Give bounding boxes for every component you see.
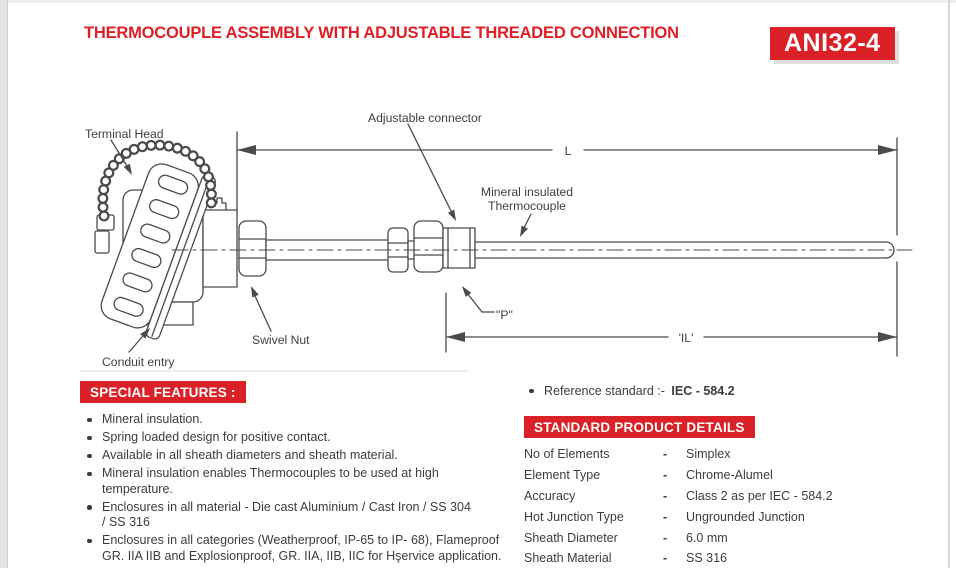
row-label: Accuracy	[524, 488, 576, 503]
reference-standard-label: Reference standard :-	[544, 384, 665, 398]
row-label: Element Type	[524, 468, 601, 483]
row-label: Sheath Material	[524, 551, 612, 566]
special-features-section	[80, 381, 518, 567]
row-value: Ungrounded Junction	[686, 509, 805, 524]
dimension-L-label: L	[564, 144, 572, 158]
table-row	[524, 465, 944, 486]
table-row	[524, 527, 944, 548]
product-details-table	[524, 444, 944, 569]
row-value: Simplex	[686, 447, 731, 462]
feature-item: Mineral insulation.	[80, 412, 518, 428]
mineral-insulated-label-line1: Mineral insulated	[480, 185, 574, 199]
row-label: Sheath Diameter	[524, 530, 618, 545]
row-value: Chrome-Alumel	[686, 468, 773, 483]
reference-standard	[524, 384, 735, 398]
process-thread-label: "P"	[496, 308, 513, 322]
table-row	[524, 548, 944, 569]
table-row	[524, 444, 944, 465]
row-separator: -	[663, 488, 668, 503]
feature-item: Mineral insulation enables Thermocouples to be used at high temperature.	[80, 466, 518, 497]
table-row	[524, 486, 944, 507]
row-label: Hot Junction Type	[524, 509, 624, 524]
feature-item: Spring loaded design for positive contact.	[80, 430, 518, 446]
feature-item: Enclosures in all material - Die cast Aluminium / Cast Iron / SS 304 / SS 316	[80, 500, 518, 531]
conduit-entry-label: Conduit entry	[102, 355, 175, 369]
special-features-heading: SPECIAL FEATURES :	[80, 381, 246, 403]
swivel-nut-drawing	[239, 221, 266, 276]
special-features-list	[80, 412, 518, 564]
row-separator: -	[663, 509, 668, 524]
row-label: No of Elements	[524, 447, 610, 462]
row-value: SS 316	[686, 551, 728, 566]
mineral-insulated-label-line2: Thermocouple	[488, 199, 566, 213]
page-title: THERMOCOUPLE ASSEMBLY WITH ADJUSTABLE THREADED CONNECTION	[84, 24, 679, 42]
thermocouple-assembly-diagram	[0, 90, 956, 380]
terminal-head-label: Terminal Head	[85, 127, 164, 141]
row-value: Class 2 as per IEC - 584.2	[686, 488, 833, 503]
feature-item: Enclosures in all categories (Weatherproof, IP-65 to IP- 68), Flameproof GR. IIA IIB and Explosionproof, GR. IIA, IIB, IIC for Hşervice application.	[80, 533, 518, 564]
row-separator: -	[663, 530, 668, 545]
row-value: 6.0 mm	[686, 530, 728, 545]
product-details-heading: STANDARD PRODUCT DETAILS	[524, 416, 755, 438]
dimension-IL	[446, 293, 897, 352]
adjustable-connector-drawing	[388, 221, 475, 272]
page-edge-top	[0, 0, 956, 3]
row-separator: -	[663, 468, 668, 483]
product-details-section	[524, 416, 755, 438]
swivel-nut-label: Swivel Nut	[252, 333, 310, 347]
reference-standard-value: IEC - 584.2	[671, 384, 735, 398]
row-separator: -	[663, 551, 668, 566]
row-separator: -	[663, 447, 668, 462]
dimension-IL-label: 'IL'	[678, 331, 694, 345]
adjustable-connector-label: Adjustable connector	[368, 111, 482, 125]
model-code-badge: ANI32-4	[770, 27, 895, 60]
feature-item: Available in all sheath diameters and sheath material.	[80, 448, 518, 464]
table-row	[524, 506, 944, 527]
